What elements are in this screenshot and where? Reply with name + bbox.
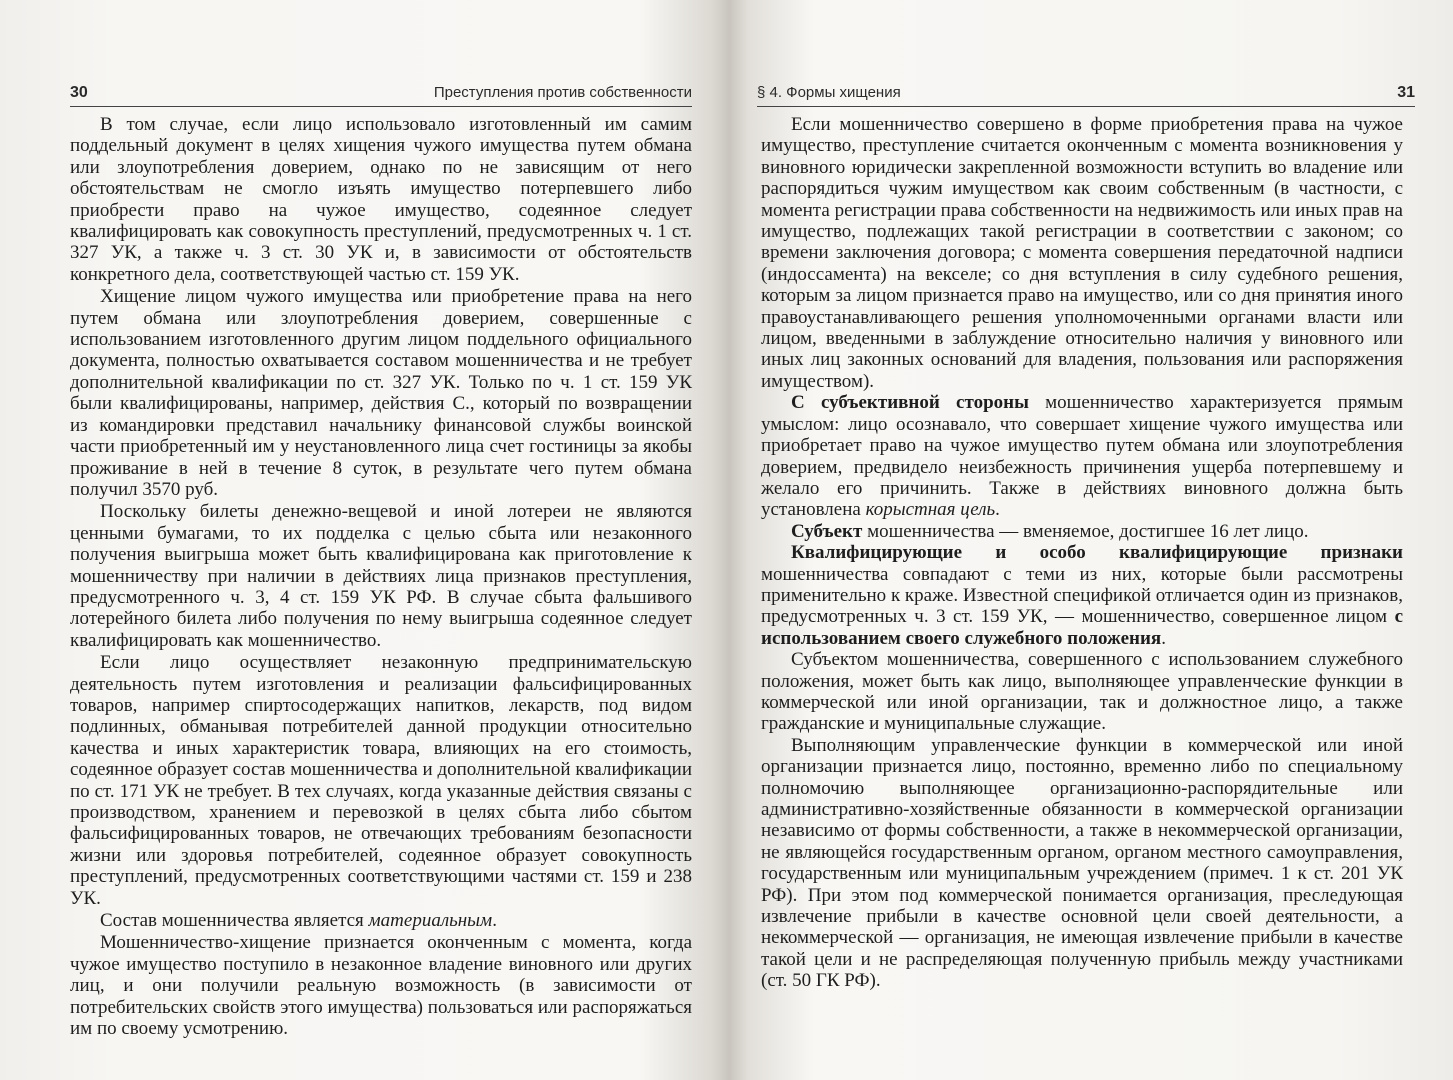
right-running-header: [757, 80, 1415, 107]
left-page: [0, 0, 726, 1080]
emphasis-term: материальным: [368, 910, 493, 932]
paragraph: Если мошенничество совершено в форме приобретения права на чужое имущество, преступление считается оконченным с момента возникновения у виновного юридически закрепленной возможности вступить во владение или распорядиться чужим имуществом как своим собственным (в частности, с момента регистрации права собственности на недвижимость или иных прав на имущество, подлежащих такой регистрации в соответствии с законом; со времени заключения договора; с момента совершения передаточной надписи (индоссамента) на векселе; со дня вступления в силу судебного решения, которым за лицом признается право на имущество, или со дня принятия иного правоустанавливающего решения уполномоченными органами власти или лицом, введенными в заблуждение относительно наличия у виновного или иных лиц законных оснований для владения, пользования или распоряжения имуществом).: [761, 114, 1403, 392]
paragraph: Выполняющим управленческие функции в коммерческой или иной организации признается лицо, постоянно, временно либо по специальному полномочию выполняющее организационно-распорядительные или административно-хозяйственные обязанности в коммерческой организации независимо от формы собственности, а также в некоммерческой организации, не являющейся государственным органом, органом местного самоуправления, государственным или муниципальным учреждением (примеч. 1 к ст. 201 УК РФ). При этом под коммерческой понимается организация, преследующая извлечение прибыли в качестве основной цели своей деятельности, а некоммерческой — организация, не имеющая извлечение прибыли в качестве такой цели и не распределяющая полученную прибыль между участниками (ст. 50 ГК РФ).: [761, 734, 1403, 992]
bold-term: Квалифицирующие и особо квалифицирующие признаки: [791, 542, 1403, 564]
paragraph: Поскольку билеты денежно-вещевой и иной лотереи не являются ценными бумагами, то их подделка с целью сбыта или незаконного получения выигрыша может быть квалифицирована как приготовление к мошенничеству при наличии в действиях лица признаков преступления, предусмотренного ч. 3, 4 ст. 159 УК РФ. В случае сбыта фальшивого лотерейного билета либо получения по нему выигрыша содеянное следует квалифицировать как мошенничество.: [70, 501, 692, 651]
paragraph-text: .: [1161, 627, 1166, 649]
paragraph-text: мошенничество характеризуется прямым умыслом: лицо осознавало, что совершает хищение чужого имущества или приобретает право на чужое имущество путем обмана или злоупотребления доверием, предвидело неизбежность причинения ущерба потерпевшему и желало его причинить. Также в действиях виновного должна быть установлена: [761, 392, 1403, 521]
right-page-text: [761, 114, 1403, 992]
paragraph-text: мошенничества совпадают с теми из них, которые были рассмотрены применительно к краже. Известной спецификой отличается один из признаков, предусмотренных ч. 3 ст. 159 УК, — мошенничество, совершенное лицом: [761, 563, 1403, 628]
paragraph: В том случае, если лицо использовало изготовленный им самим поддельный документ в целях хищения чужого имущества путем обмана или злоупотребления доверием, однако по не зависящим от него обстоятельствам не смогло изъять имущество потерпевшего либо приобрести право на чужое имущество, содеянное следует квалифицировать как совокупность преступлений, предусмотренных ч. 1 ст. 327 УК, а также ч. 3 ст. 30 УК и, в зависимости от обстоятельств конкретного дела, соответствующей частью ст. 159 УК.: [70, 114, 692, 285]
paragraph: Если лицо осуществляет незаконную предпринимательскую деятельность путем изготовления и реализации фальсифицированных товаров, например спиртосодержащих напитков, лекарств, под видом подлинных, обманывая потребителей данной продукции относительно качества и иных характеристик товара, влияющих на его стоимость, содеянное образует состав мошенничества и дополнительной квалификации по ст. 171 УК не требует. В тех случаях, когда указанные действия связаны с производством, хранением и перевозкой в целях сбыта либо сбытом фальсифицированных товаров, не отвечающих требованиям безопасности жизни или здоровья потребителей, содеянное образует совокупность преступлений, предусмотренных соответствующими частями ст. 159 и 238 УК.: [70, 652, 692, 909]
left-page-text: [70, 114, 692, 1040]
paragraph-text: .: [995, 499, 1000, 521]
running-head-title: Преступления против собственности: [433, 84, 692, 101]
paragraph: Мошенничество-хищение признается оконченным с момента, когда чужое имущество поступило в незаконное владение виновного или других лиц, и они получили реальную возможность (в зависимости от потребительских свойств этого имущества) пользоваться или распоряжаться им по своему усмотрению.: [70, 932, 692, 1040]
running-head-title: § 4. Формы хищения: [757, 84, 901, 101]
right-page: [727, 0, 1453, 1080]
emphasis-term: корыстная цель: [865, 499, 996, 521]
bold-term: с использованием своего служебного положения: [761, 606, 1403, 649]
left-running-header: [70, 80, 692, 107]
paragraph-text: Состав мошенничества является: [100, 910, 369, 932]
bold-term: С субъективной стороны: [791, 392, 1029, 414]
paragraph: Хищение лицом чужого имущества или приобретение права на него путем обмана или злоупотребления доверием, совершенные с использованием изготовленного другим лицом поддельного официального документа, полностью охватывается составом мошенничества и не требует дополнительной квалификации по ст. 327 УК. Только по ч. 1 ст. 159 УК были квалифицированы, например, действия С., который по возвращении из командировки представил начальнику финансовой службы воинской части приобретенный им у неустановленного лица счет гостиницы за якобы проживание в ней в течение 8 суток, в результате чего путем обмана получил 3570 руб.: [70, 286, 692, 500]
paragraph: [761, 521, 1403, 542]
paragraph: Субъектом мошенничества, совершенного с использованием служебного положения, может быть как лицо, выполняющее управленческие функции в коммерческой или иной организации, так и должностное лицо, а также гражданские и муниципальные служащие.: [761, 649, 1403, 735]
paragraph: [70, 910, 692, 931]
page-number: 30: [70, 84, 88, 101]
paragraph: [761, 542, 1403, 649]
paragraph-text: .: [492, 910, 497, 932]
page-number: 31: [1397, 84, 1415, 101]
paragraph-text: мошенничества — вменяемое, достигшее 16 лет лицо.: [862, 520, 1309, 542]
bold-term: Субъект: [791, 520, 863, 542]
paragraph: [761, 392, 1403, 520]
